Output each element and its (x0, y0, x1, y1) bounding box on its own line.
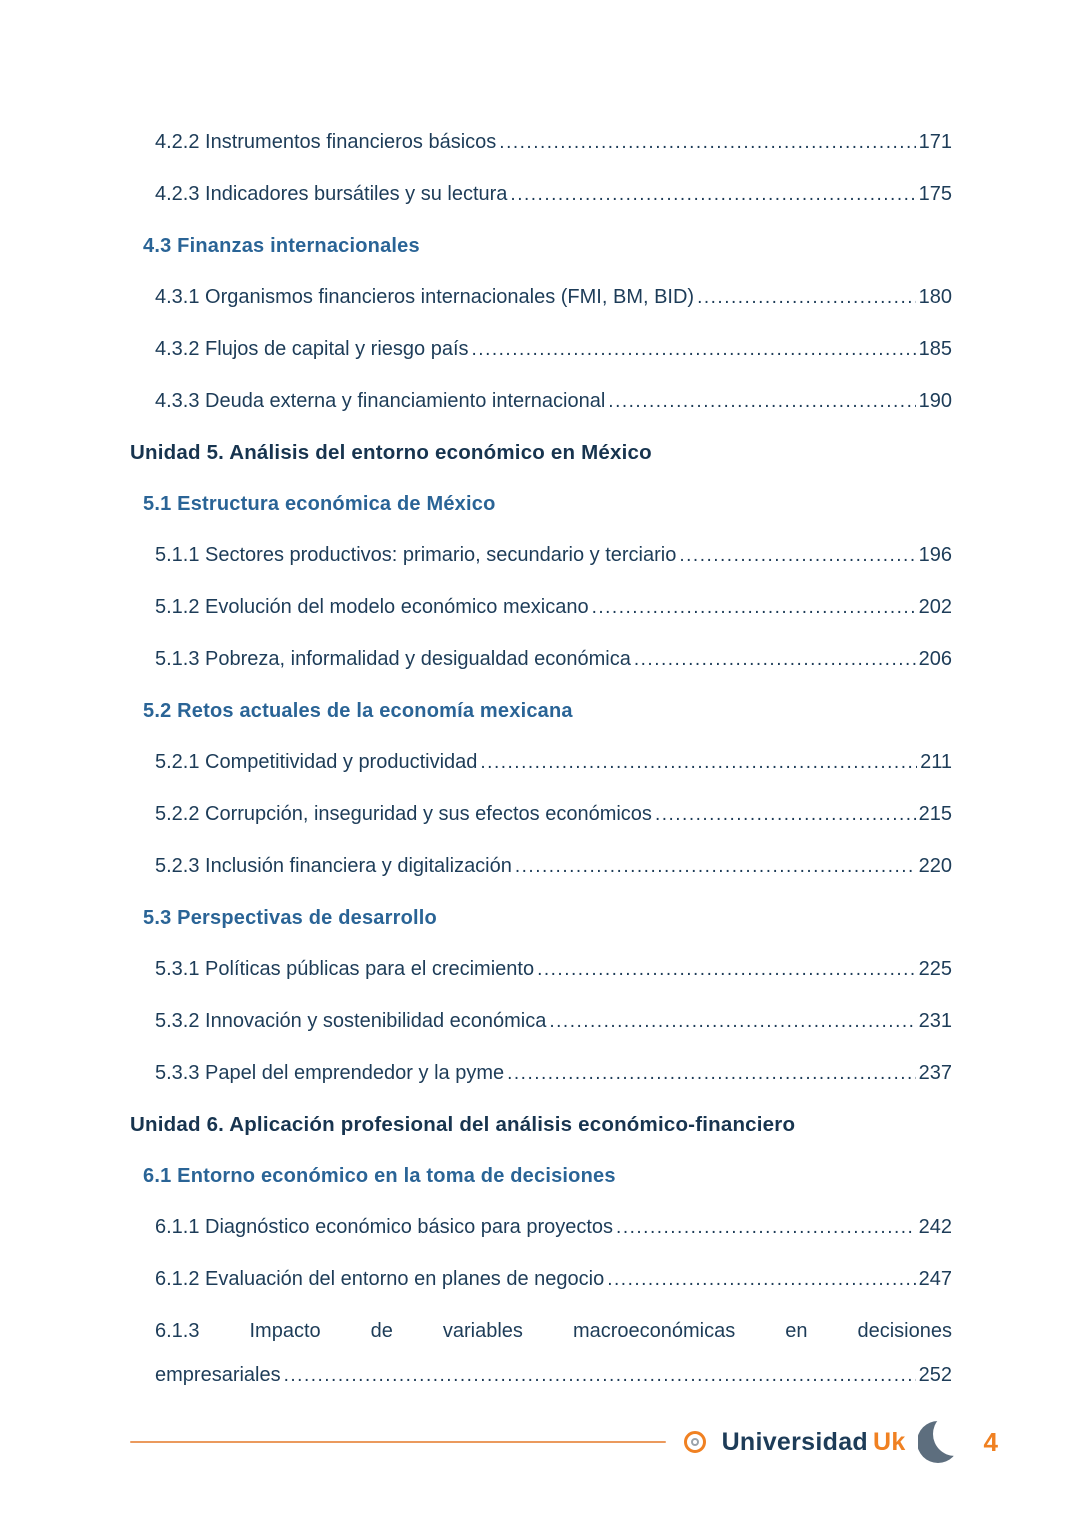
toc-entry-line1: 6.1.3 Impacto de variables macroeconómicas en decisiones (155, 1320, 952, 1342)
toc-page-number: 196 (918, 544, 952, 566)
dot-leader (697, 283, 916, 312)
dot-leader (655, 800, 916, 829)
toc-page-number: 180 (918, 286, 952, 308)
toc-entry-text: 5.2.3 Inclusión financiera y digitalización (155, 855, 512, 877)
dot-leader (507, 1059, 916, 1088)
dot-leader (549, 1007, 915, 1036)
toc-entry (130, 283, 952, 312)
toc-page-number: 175 (918, 183, 952, 205)
toc-entry-text: 5.3.1 Políticas públicas para el crecimiento (155, 958, 535, 980)
toc-entry (130, 1059, 952, 1088)
toc-entry (130, 852, 952, 881)
dot-leader (472, 335, 916, 364)
toc-page-number: 231 (918, 1010, 952, 1032)
toc-entry (155, 1361, 952, 1390)
toc-entry (130, 335, 952, 364)
toc-section-heading: 4.3 Finanzas internacionales (143, 235, 420, 257)
toc-entry-text: 5.2.1 Competitividad y productividad (155, 751, 478, 773)
toc-entry-text: empresariales (155, 1364, 281, 1386)
toc-section-heading: 5.1 Estructura económica de México (143, 493, 496, 515)
toc-page-number: 211 (920, 751, 952, 773)
toc-entry-text: 4.3.2 Flujos de capital y riesgo país (155, 338, 469, 360)
toc-entry (130, 645, 952, 674)
brand-accent: Uk (872, 1427, 906, 1456)
toc-unit-heading: Unidad 5. Análisis del entorno económico en México (130, 441, 652, 464)
target-ring-inner-icon (691, 1438, 699, 1446)
toc-section-heading: 5.2 Retos actuales de la economía mexicana (143, 700, 573, 722)
toc-section-heading: 6.1 Entorno económico en la toma de decisiones (143, 1165, 616, 1187)
toc-entry-wrapped (130, 1317, 952, 1390)
crescent-moon-icon (918, 1416, 962, 1468)
dot-leader (480, 748, 917, 777)
toc-entry (130, 180, 952, 209)
dot-leader (634, 645, 916, 674)
toc-entry-text: 4.2.2 Instrumentos financieros básicos (155, 131, 497, 153)
toc-entry (130, 800, 952, 829)
toc-page-number: 242 (918, 1216, 952, 1238)
toc-page-number: 220 (918, 855, 952, 877)
toc-entry (130, 1213, 952, 1242)
dot-leader (608, 387, 915, 416)
target-ring-icon (684, 1431, 706, 1453)
toc-page-number: 247 (918, 1268, 952, 1290)
toc-entry (130, 387, 952, 416)
dot-leader (607, 1265, 915, 1294)
footer-rule (130, 1441, 666, 1443)
toc-entry (130, 593, 952, 622)
toc-entry (130, 128, 952, 157)
toc-entry-text: 4.3.1 Organismos financieros internacionales (FMI, BM, BID) (155, 286, 695, 308)
dot-leader (537, 955, 916, 984)
toc-page-number: 225 (918, 958, 952, 980)
toc-entry-text: 6.1.1 Diagnóstico económico básico para proyectos (155, 1216, 614, 1238)
toc-list (130, 128, 952, 1413)
toc-unit-heading: Unidad 6. Aplicación profesional del análisis económico-financiero (130, 1113, 796, 1136)
dot-leader (499, 128, 915, 157)
toc-entry (130, 1007, 952, 1036)
toc-entry (130, 1265, 952, 1294)
toc-entry (130, 955, 952, 984)
brand-logo (722, 1428, 906, 1457)
page-number: 4 (983, 1426, 998, 1457)
toc-entry-text: 4.3.3 Deuda externa y financiamiento internacional (155, 390, 606, 412)
toc-entry (130, 541, 952, 570)
toc-page-number: 206 (918, 648, 952, 670)
toc-entry-text: 5.3.3 Papel del emprendedor y la pyme (155, 1062, 505, 1084)
brand-name: Universidad (721, 1427, 868, 1456)
toc-page-number: 171 (918, 131, 952, 153)
toc-page-number: 202 (918, 596, 952, 618)
toc-entry-text: 5.2.2 Corrupción, inseguridad y sus efectos económicos (155, 803, 652, 825)
toc-section-heading: 5.3 Perspectivas de desarrollo (143, 907, 437, 929)
toc-page-number: 237 (918, 1062, 952, 1084)
toc-entry-text: 5.1.1 Sectores productivos: primario, secundario y terciario (155, 544, 677, 566)
dot-leader (284, 1361, 916, 1390)
toc-entry-text: 5.1.2 Evolución del modelo económico mexicano (155, 596, 589, 618)
toc-page-number: 190 (918, 390, 952, 412)
toc-page-number: 185 (918, 338, 952, 360)
toc-entry (130, 748, 952, 777)
dot-leader (510, 180, 915, 209)
page-footer (130, 1416, 998, 1468)
dot-leader (679, 541, 915, 570)
toc-entry-text: 6.1.2 Evaluación del entorno en planes de negocio (155, 1268, 605, 1290)
dot-leader (592, 593, 916, 622)
toc-entry-text: 4.2.3 Indicadores bursátiles y su lectura (155, 183, 508, 205)
dot-leader (616, 1213, 916, 1242)
toc-page-number: 215 (918, 803, 952, 825)
toc-entry-text: 5.3.2 Innovación y sostenibilidad económica (155, 1010, 547, 1032)
dot-leader (515, 852, 916, 881)
toc-entry-text: 5.1.3 Pobreza, informalidad y desigualdad económica (155, 648, 631, 670)
toc-page-number: 252 (918, 1364, 952, 1386)
